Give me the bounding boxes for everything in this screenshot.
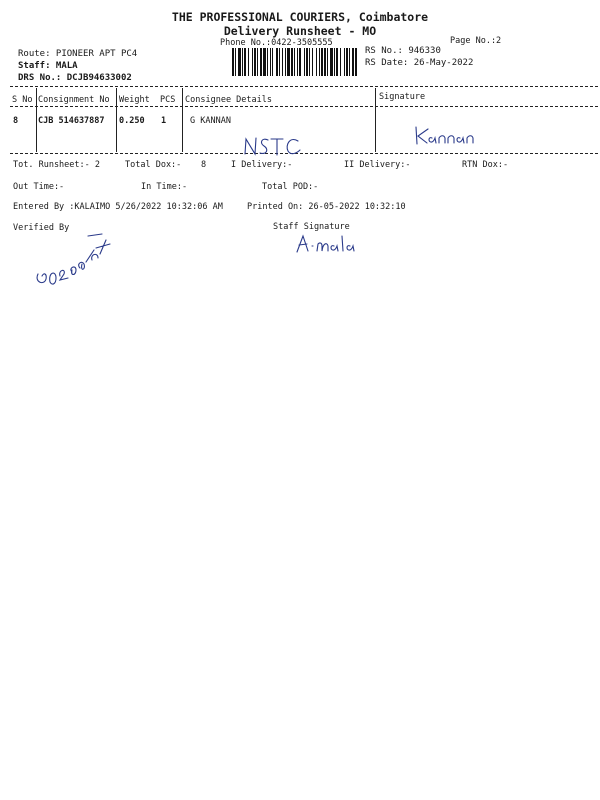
- header-consignment: Consignment No: [38, 95, 110, 105]
- header-weight: Weight: [119, 95, 150, 105]
- rtn-dox: RTN Dox:-: [462, 160, 509, 170]
- total-dox-value: 8: [201, 160, 207, 170]
- company-name: THE PROFESSIONAL COURIERS, Coimbatore: [171, 10, 429, 24]
- in-time: In Time:-: [141, 182, 188, 192]
- document-title: Delivery Runsheet - MO: [223, 24, 377, 38]
- col-divider-3: [182, 88, 183, 152]
- verified-by-label: Verified By: [13, 223, 70, 233]
- header-signature: Signature: [379, 92, 426, 102]
- rs-date: RS Date: 26-May-2022: [365, 58, 474, 68]
- row-consignment: CJB 514637887: [38, 116, 105, 126]
- row-pcs: 1: [161, 116, 167, 126]
- total-pod: Total POD:-: [262, 182, 319, 192]
- total-dox-label: Total Dox:-: [125, 160, 182, 170]
- col-divider-4: [375, 88, 376, 152]
- phone-number: Phone No.:0422-3505555: [220, 38, 333, 48]
- consignee-signature: [410, 124, 485, 150]
- staff-signature: [294, 232, 364, 258]
- handwritten-stamp: [240, 134, 310, 160]
- entered-by: Entered By :KALAIMO 5/26/2022 10:32:06 AM: [13, 202, 223, 212]
- ii-delivery: II Delivery:-: [344, 160, 411, 170]
- col-divider-1: [36, 88, 37, 152]
- drs-number: DRS No.: DCJB94633002: [18, 73, 132, 83]
- row-sno: 8: [13, 116, 19, 126]
- header-pcs: PCS: [160, 95, 176, 105]
- rs-number: RS No.: 946330: [365, 46, 441, 56]
- route-label: Route: PIONEER APT PC4: [18, 49, 138, 59]
- staff-label: Staff: MALA: [18, 61, 78, 71]
- barcode: [232, 48, 357, 76]
- table-top-line: [10, 86, 598, 87]
- verifier-signature: [30, 224, 120, 294]
- row-weight: 0.250: [119, 116, 145, 126]
- i-delivery: I Delivery:-: [231, 160, 293, 170]
- printed-on: Printed On: 26-05-2022 10:32:10: [247, 202, 406, 212]
- page-number: Page No.:2: [450, 36, 502, 46]
- row-consignee: G KANNAN: [190, 116, 231, 126]
- header-consignee: Consignee Details: [185, 95, 272, 105]
- tot-runsheet: Tot. Runsheet:- 2: [13, 160, 100, 170]
- staff-signature-label: Staff Signature: [273, 222, 350, 232]
- col-divider-2: [116, 88, 117, 152]
- header-sno: S No: [12, 95, 33, 105]
- table-header-line: [10, 106, 598, 107]
- out-time: Out Time:-: [13, 182, 65, 192]
